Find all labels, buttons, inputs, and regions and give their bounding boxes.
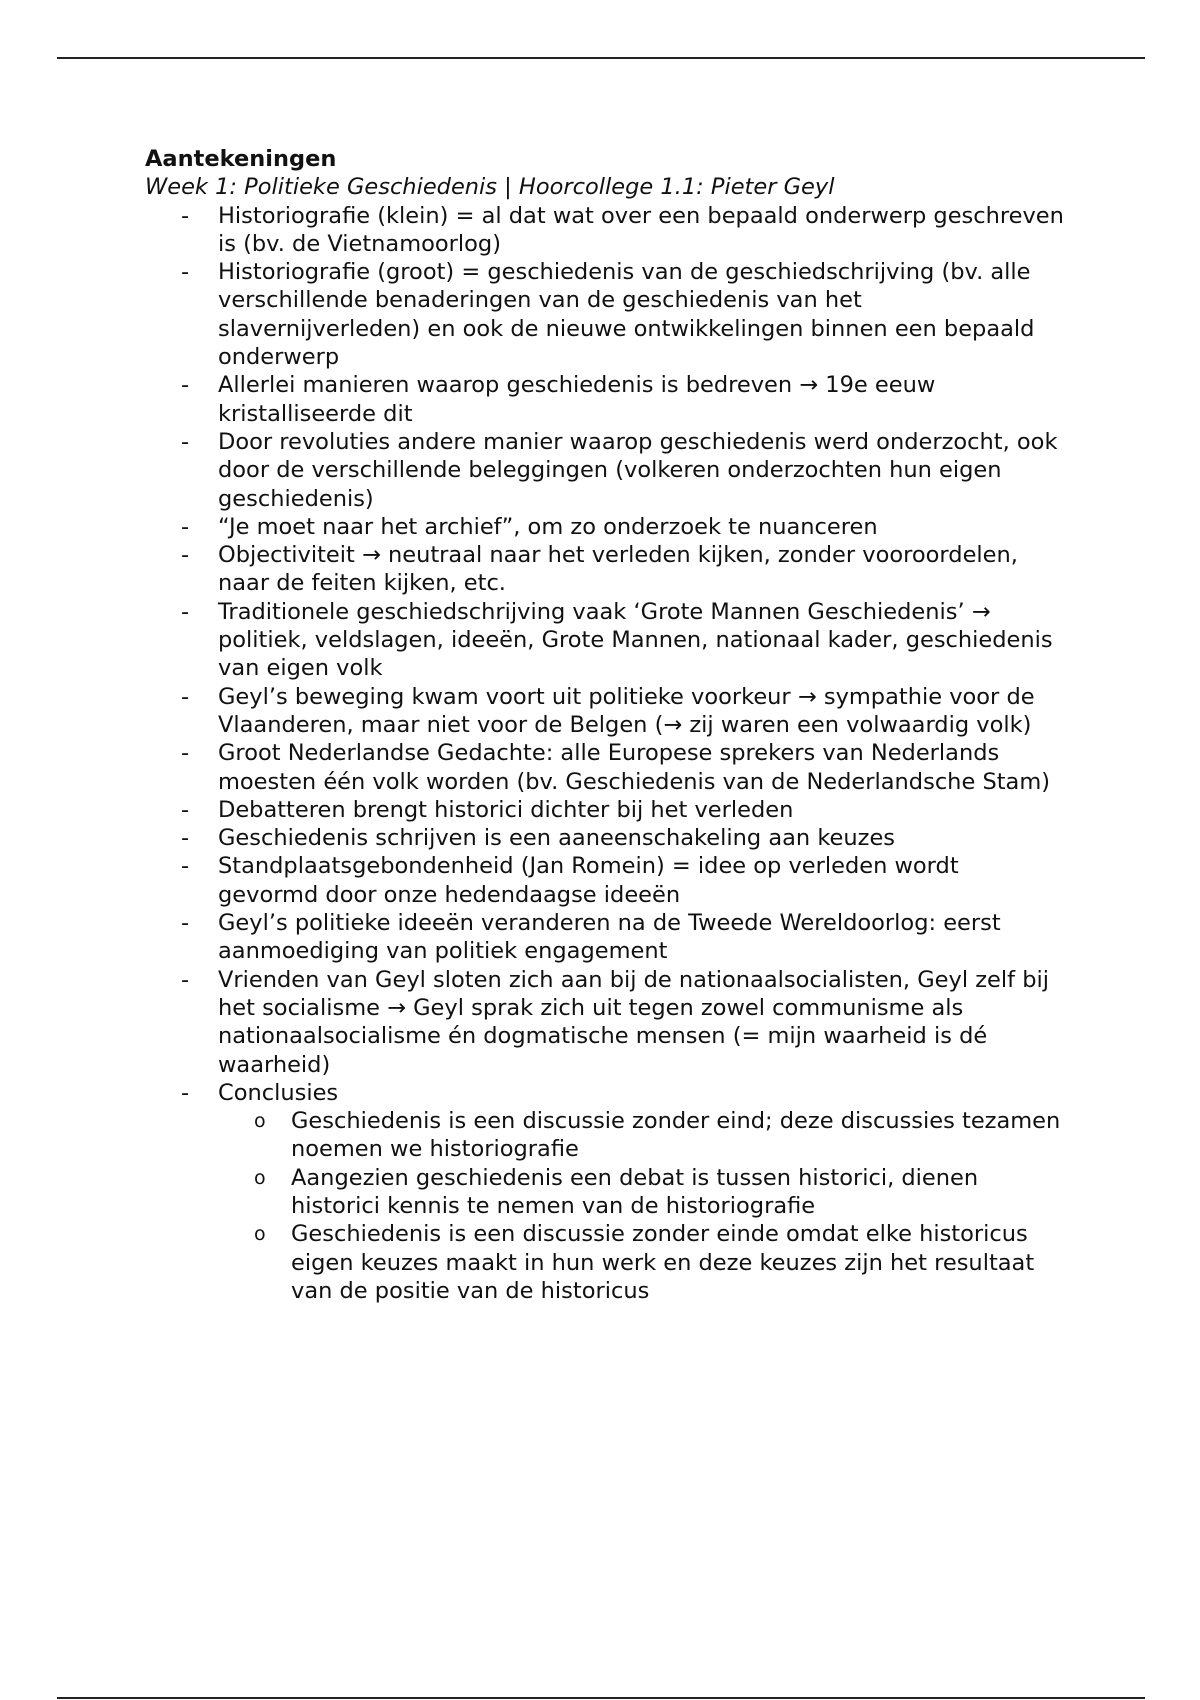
sub-bullet-marker: o <box>254 1166 266 1189</box>
bullet-marker: - <box>181 513 190 540</box>
bullet-marker: - <box>181 598 190 625</box>
bullet-marker: - <box>181 853 190 880</box>
bullet-marker: - <box>181 372 190 399</box>
list-item-text: Standplaatsgebondenheid (Jan Romein) = idee op verleden wordt gevormd door onze hedendaagse ideeën <box>218 853 959 908</box>
list-item <box>145 739 1065 796</box>
bullet-marker: - <box>181 910 190 937</box>
conclusions-list <box>218 1107 1065 1305</box>
bullet-marker: - <box>181 259 190 286</box>
bullet-marker: - <box>181 796 190 823</box>
list-item <box>145 371 1065 428</box>
bullet-marker: - <box>181 825 190 852</box>
list-item-text: Conclusies <box>218 1079 339 1106</box>
list-item-text: Groot Nederlandse Gedachte: alle Europese sprekers van Nederlands moesten één volk worden (bv. Geschiedenis van de Nederlandsche Stam) <box>218 740 1051 795</box>
header-rule <box>57 57 1145 59</box>
list-item-text: Vrienden van Geyl sloten zich aan bij de nationaalsocialisten, Geyl zelf bij het socialisme → Geyl sprak zich uit tegen zowel communisme als nationaalsocialisme én dogmatische mensen (= mijn waarheid is dé waarheid) <box>218 966 1049 1078</box>
list-item <box>145 824 1065 852</box>
list-item-conclusions <box>145 1079 1065 1305</box>
bullet-marker: - <box>181 202 190 229</box>
list-item-text: Geyl’s beweging kwam voort uit politieke voorkeur → sympathie voor de Vlaanderen, maar niet voor de Belgen (→ zij waren een volwaardig volk) <box>218 683 1035 738</box>
list-item <box>145 202 1065 259</box>
bullet-marker: - <box>181 740 190 767</box>
bullet-marker: - <box>181 428 190 455</box>
sub-list-item <box>218 1107 1065 1164</box>
sub-bullet-marker: o <box>254 1223 266 1246</box>
sub-list-item-text: Geschiedenis is een discussie zonder einde omdat elke historicus eigen keuzes maakt in hun werk en deze keuzes zijn het resultaat van de positie van de historicus <box>291 1221 1035 1304</box>
bullet-marker: - <box>181 1079 190 1106</box>
page-subtitle: Week 1: Politieke Geschiedenis | Hoorcollege 1.1: Pieter Geyl <box>145 174 835 201</box>
list-item <box>145 852 1065 909</box>
list-item-text: Historiografie (groot) = geschiedenis van de geschiedschrijving (bv. alle verschillende benaderingen van de geschiedenis van het slavernijverleden) en ook de nieuwe ontwikkelingen binnen een bepaald onderwerp <box>218 259 1035 371</box>
list-item <box>145 513 1065 541</box>
sub-list-item <box>218 1220 1065 1305</box>
list-item <box>145 258 1065 371</box>
list-item <box>145 541 1065 598</box>
list-item-text: Door revoluties andere manier waarop geschiedenis werd onderzocht, ook door de verschillende beleggingen (volkeren onderzochten hun eigen geschiedenis) <box>218 428 1058 512</box>
list-item <box>145 909 1065 966</box>
list-item <box>145 683 1065 740</box>
list-item-text: Historiografie (klein) = al dat wat over een bepaald onderwerp geschreven is (bv. de Vietnamoorlog) <box>218 202 1064 257</box>
list-item-text: Allerlei manieren waarop geschiedenis is bedreven → 19e eeuw kristalliseerde dit <box>218 372 936 427</box>
list-item <box>145 598 1065 683</box>
list-item <box>145 796 1065 824</box>
list-item-text: Geyl’s politieke ideeën veranderen na de Tweede Wereldoorlog: eerst aanmoediging van politiek engagement <box>218 910 1001 965</box>
list-item-text: “Je moet naar het archief”, om zo onderzoek te nuanceren <box>218 513 878 540</box>
footer-rule <box>57 1697 1145 1699</box>
list-item <box>145 966 1065 1079</box>
sub-list-item-text: Aangezien geschiedenis een debat is tussen historici, dienen historici kennis te nemen van de historiografie <box>291 1164 979 1219</box>
list-item <box>145 428 1065 513</box>
list-item-text: Objectiviteit → neutraal naar het verleden kijken, zonder vooroordelen, naar de feiten kijken, etc. <box>218 542 1018 597</box>
page-title: Aantekeningen <box>145 146 337 172</box>
list-item-text: Debatteren brengt historici dichter bij het verleden <box>218 796 794 823</box>
bullet-marker: - <box>181 542 190 569</box>
sub-list-item <box>218 1164 1065 1221</box>
list-item-text: Geschiedenis schrijven is een aaneenschakeling aan keuzes <box>218 825 896 852</box>
bullet-marker: - <box>181 966 190 993</box>
page-content <box>145 145 1065 1305</box>
list-item-text: Traditionele geschiedschrijving vaak ‘Grote Mannen Geschiedenis’ → politiek, veldslagen, ideeën, Grote Mannen, nationaal kader, geschiedenis van eigen volk <box>218 598 1053 682</box>
sub-list-item-text: Geschiedenis is een discussie zonder eind; deze discussies tezamen noemen we historiografie <box>291 1108 1061 1163</box>
notes-list <box>145 202 1065 1306</box>
bullet-marker: - <box>181 683 190 710</box>
sub-bullet-marker: o <box>254 1110 266 1133</box>
